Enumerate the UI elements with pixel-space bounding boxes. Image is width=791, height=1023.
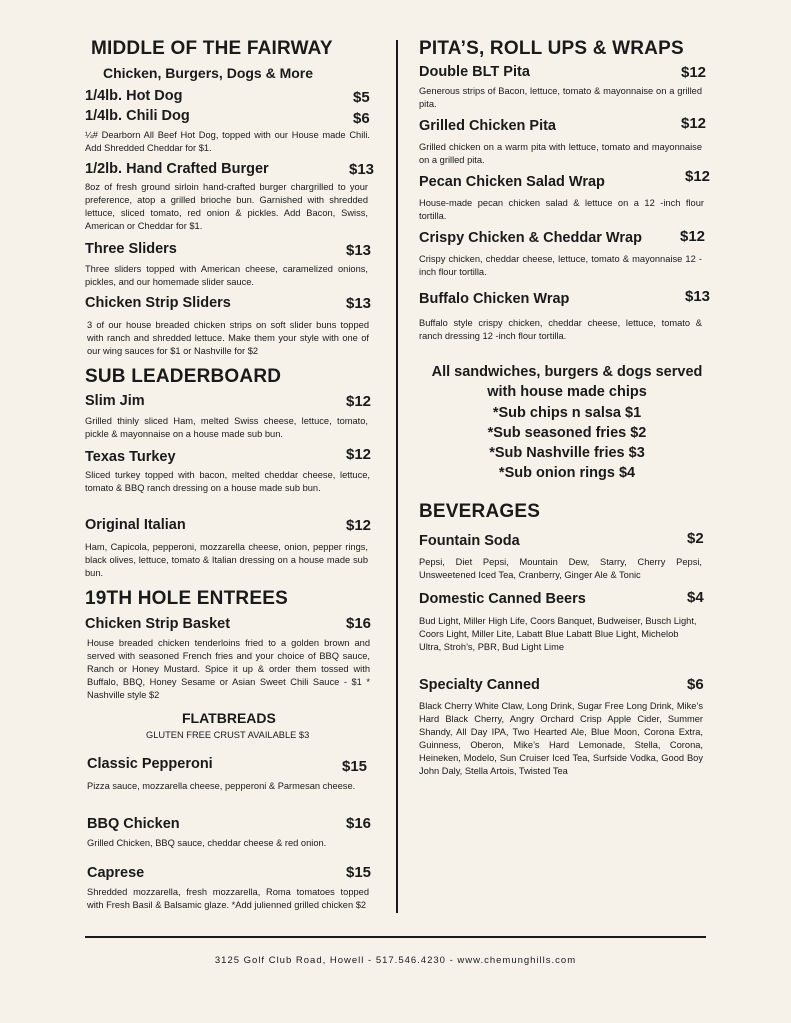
item-price: $4 (687, 589, 704, 606)
item-name: Pecan Chicken Salad Wrap (419, 174, 605, 190)
sides-note-line: *Sub Nashville fries $3 (489, 445, 645, 462)
item-description: ¼# Dearborn All Beef Hot Dog, topped with our House made Chili. Add Shredded Cheddar for $1. (85, 130, 370, 153)
item-price: $13 (346, 295, 372, 312)
item-price: $16 (346, 615, 372, 632)
item-name: 1/4lb. Hot Dog (85, 88, 183, 104)
item-price: $13 (685, 288, 711, 305)
sides-note-line: *Sub chips n salsa $1 (492, 404, 642, 421)
item-description: Ham, Capicola, pepperoni, mozzarella cheese, onion, pepper rings, black olives, lettuce, tomato & Italian dressing on a house made sub bun. (85, 542, 368, 578)
item-description: 3 of our house breaded chicken strips on soft slider buns topped with ranch and shredded lettuce. Make them your style with one of our wing sauces for $1 or Nashville for $2 (87, 320, 369, 356)
item-description: House breaded chicken tenderloins fried to a golden brown and served with seasoned French fries and your choice of BBQ sauce, Ranch or Honey Mustard. Spice it up & order them tossed with Buffalo, BBQ, Honey Sesame or Asian Sweet Chili Sauce - $1 * Nashville style $2 (87, 638, 370, 700)
item-description: Black Cherry White Claw, Long Drink, Sugar Free Long Drink, Mike’s Hard Black Cherry, Angry Orchard Crisp Apple Cider, Summer Shandy, All Day IPA, Two Hearted Ale, Blue Moon, Corona Extra, Guinness, Oberon, Mike’s Hard Lemonade, Stella, Corona, Heineken, Modelo, Sun Cruiser Iced Tea, Surfside Vodka, Good Boy John Daly, Stella Artois, Twisted Tea (419, 701, 703, 776)
section-title-fairway: MIDDLE OF THE FAIRWAY (91, 38, 333, 59)
column-divider (396, 40, 398, 913)
item-price: $12 (346, 393, 372, 410)
item-description: Shredded mozzarella, fresh mozzarella, Roma tomatoes topped with Fresh Basil & Balsamic glaze. *Add julienned grilled chicken $2 (87, 887, 369, 910)
item-description: Three sliders topped with American cheese, caramelized onions, pickles, and our homemade slider sauce. (85, 264, 368, 287)
item-description: House-made pecan chicken salad & lettuce on a 12 -inch flour tortilla. (419, 198, 704, 221)
section-title-entrees: 19TH HOLE ENTREES (85, 588, 288, 609)
item-price: $2 (687, 530, 704, 547)
footer-address: 3125 Golf Club Road, Howell - 517.546.4230 - www.chemunghills.com (214, 955, 577, 966)
item-price: $5 (353, 89, 370, 106)
sides-note-line: All sandwiches, burgers & dogs served (431, 364, 703, 380)
item-name: Grilled Chicken Pita (419, 118, 556, 134)
item-price: $12 (681, 64, 707, 81)
item-price: $12 (346, 446, 372, 463)
section-title-sub: SUB LEADERBOARD (85, 366, 282, 387)
item-description: Bud Light, Miller High Life, Coors Banquet, Budweiser, Busch Light, Coors Light, Miller Lite, Labatt Blue Labatt Blue Light, Michelob Ultra, Stroh’s, PBR, Bud Light Lime (419, 616, 697, 652)
item-price: $15 (342, 758, 368, 775)
item-description: Pizza sauce, mozzarella cheese, pepperoni & Parmesan cheese. (87, 781, 356, 791)
item-description: Grilled chicken on a warm pita with lettuce, tomato and mayonnaise on a grilled pita. (419, 142, 702, 165)
item-price: $12 (681, 115, 707, 132)
item-name: BBQ Chicken (87, 816, 180, 832)
sides-note-line: with house made chips (487, 384, 647, 401)
item-name: Caprese (87, 865, 145, 881)
item-name: Specialty Canned (419, 677, 540, 693)
item-description: 8oz of fresh ground sirloin hand-crafted burger chargrilled to your preference, atop a grilled brioche bun. Garnished with shredded lettuce, sliced tomato, red onion & pickles. Add Bacon, Swiss, American or Cheddar for $1. (85, 182, 368, 231)
item-name: Original Italian (85, 517, 186, 533)
item-price: $12 (346, 517, 372, 534)
item-name: 1/2lb. Hand Crafted Burger (85, 161, 269, 177)
item-price: $6 (687, 676, 704, 693)
sides-note-line: *Sub seasoned fries $2 (487, 424, 647, 441)
item-name: Fountain Soda (419, 533, 520, 549)
sides-note-line: *Sub onion rings $4 (498, 465, 636, 482)
item-name: Slim Jim (85, 393, 145, 409)
sides-note (419, 362, 715, 484)
item-name: Chicken Strip Basket (85, 616, 231, 632)
footer-divider (85, 936, 706, 938)
item-name: 1/4lb. Chili Dog (85, 108, 190, 124)
gluten-free-note: GLUTEN FREE CRUST AVAILABLE $3 (146, 730, 310, 740)
item-name: Crispy Chicken & Cheddar Wrap (419, 230, 642, 246)
item-name: Buffalo Chicken Wrap (419, 291, 570, 307)
item-price: $12 (680, 228, 706, 245)
item-name: Chicken Strip Sliders (85, 295, 231, 311)
item-name: Classic Pepperoni (87, 756, 213, 772)
item-price: $16 (346, 815, 372, 832)
section-title-flatbreads: FLATBREADS (182, 710, 276, 726)
item-description: Grilled thinly sliced Ham, melted Swiss cheese, lettuce, tomato, pickle & mayonnaise on a house made sub bun. (85, 416, 368, 439)
item-price: $13 (349, 161, 375, 178)
item-description: Buffalo style crispy chicken, cheddar cheese, lettuce, tomato & ranch dressing 12 -inch flour tortilla. (419, 318, 702, 341)
section-title-beverages: BEVERAGES (419, 501, 541, 522)
item-name: Texas Turkey (85, 449, 176, 465)
item-description: Grilled Chicken, BBQ sauce, cheddar cheese & red onion. (87, 838, 327, 848)
item-name: Double BLT Pita (419, 64, 530, 80)
section-subtitle-fairway: Chicken, Burgers, Dogs & More (103, 65, 314, 81)
item-price: $6 (353, 110, 370, 127)
item-name: Three Sliders (85, 241, 177, 257)
item-name: Domestic Canned Beers (419, 591, 586, 607)
item-price: $15 (346, 864, 372, 881)
section-title-pitas: PITA’S, ROLL UPS & WRAPS (419, 38, 684, 59)
item-price: $12 (685, 168, 711, 185)
item-price: $13 (346, 242, 372, 259)
item-description: Sliced turkey topped with bacon, melted cheddar cheese, lettuce, tomato & BBQ ranch dressing on a house made sub bun. (85, 470, 370, 493)
item-description: Generous strips of Bacon, lettuce, tomato & mayonnaise on a grilled pita. (419, 86, 702, 109)
item-description: Crispy chicken, cheddar cheese, lettuce, tomato & mayonnaise 12 -inch flour tortilla. (419, 254, 702, 277)
item-description: Pepsi, Diet Pepsi, Mountain Dew, Starry, Cherry Pepsi, Unsweetened Iced Tea, Cranberry, Ginger Ale & Tonic (419, 557, 702, 580)
